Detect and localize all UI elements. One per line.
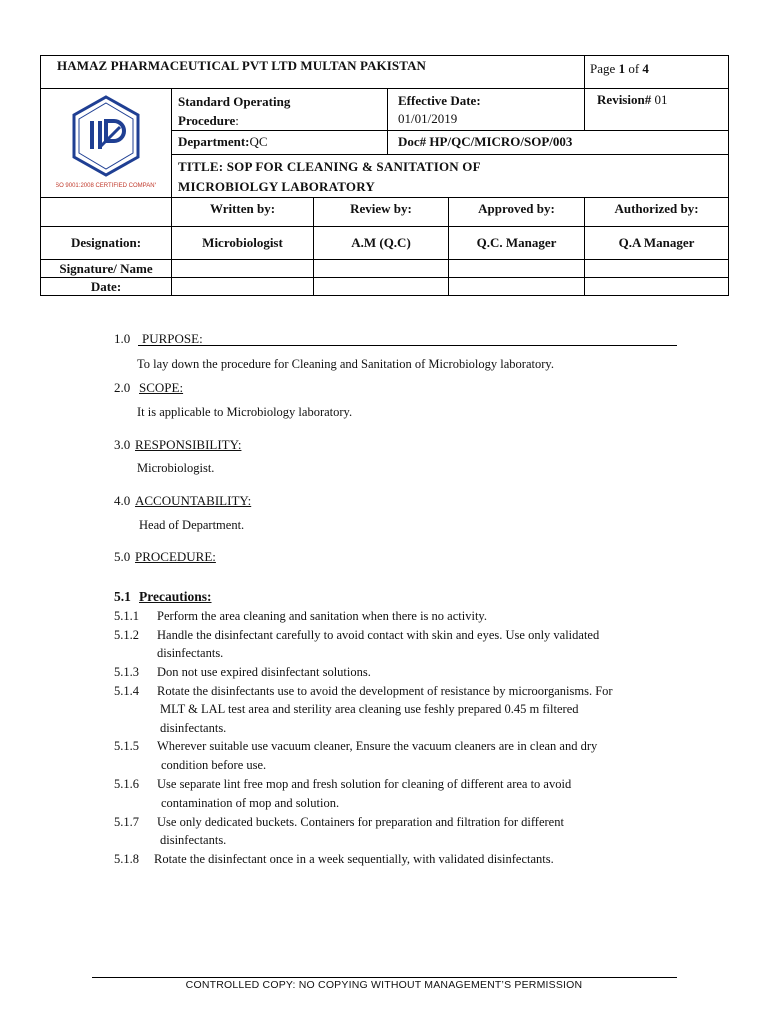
department: Department:QC: [172, 131, 388, 155]
designation-review: A.M (Q.C): [314, 227, 449, 260]
signature-written: [172, 260, 314, 278]
item-text: MLT & LAL test area and sterility area cleaning use feshly prepared 0.45 m filtered: [160, 702, 579, 716]
item-text: contamination of mop and solution.: [161, 796, 340, 810]
item-text: Rotate the disinfectant once in a week sequentially, with validated disinfectants.: [154, 852, 554, 866]
designation-written: Microbiologist: [172, 227, 314, 260]
accountability-text: Head of Department.: [139, 518, 245, 532]
blank-cell: [41, 198, 172, 227]
item-number: 5.1.8: [114, 852, 139, 866]
sop-title: TITLE: SOP FOR CLEANING & SANITATION OF MICROBIOLGY LABORATORY: [172, 155, 729, 198]
item-text: disinfectants.: [157, 646, 224, 660]
date-review: [314, 278, 449, 296]
signature-authorized: [585, 260, 729, 278]
hexagon-logo-icon: [56, 91, 156, 191]
item-text: Wherever suitable use vacuum cleaner, Ensure the vacuum cleaners are in clean and dry: [157, 739, 598, 753]
sop-label: Standard Operating Procedure:: [172, 89, 388, 131]
sop-header-table: [40, 55, 729, 296]
item-number: 5.1.4: [114, 684, 139, 698]
procedure-heading: PROCEDURE:: [135, 549, 216, 564]
scope-heading: SCOPE:: [139, 380, 184, 395]
signature-label: Signature/ Name: [41, 260, 172, 278]
company-name: HAMAZ PHARMACEUTICAL PVT LTD MULTAN PAKISTAN: [41, 56, 585, 89]
item-text: disinfectants.: [160, 833, 227, 847]
item-text: Use separate lint free mop and fresh solution for cleaning of different area to avoid: [157, 777, 572, 791]
designation-label: Designation:: [41, 227, 172, 260]
approved-by-header: Approved by:: [449, 198, 585, 227]
signature-review: [314, 260, 449, 278]
purpose-heading: PURPOSE:: [142, 331, 203, 346]
purpose-underline: [138, 345, 677, 346]
item-text: Handle the disinfectant carefully to avoid contact with skin and eyes. Use only validated: [157, 628, 600, 642]
revision-number: Revision# 01: [585, 89, 729, 131]
date-written: [172, 278, 314, 296]
procedure-number: 5.0: [114, 549, 131, 564]
effective-date: Effective Date: 01/01/2019: [388, 89, 585, 131]
footer-rule: [92, 977, 677, 978]
footer-notice: CONTROLLED COPY: NO COPYING WITHOUT MANAGEMENT’S PERMISSION: [185, 979, 583, 991]
precautions-number: 5.1: [114, 589, 131, 604]
responsibility-heading: RESPONSIBILITY:: [135, 437, 242, 452]
item-text: disinfectants.: [160, 721, 227, 735]
item-number: 5.1.5: [114, 739, 139, 753]
item-number: 5.1.7: [114, 815, 139, 829]
purpose-text: To lay down the procedure for Cleaning and Sanitation of Microbiology laboratory.: [137, 357, 554, 371]
purpose-number: 1.0: [114, 331, 131, 346]
date-approved: [449, 278, 585, 296]
accountability-number: 4.0: [114, 493, 131, 508]
scope-number: 2.0: [114, 380, 131, 395]
item-text: Rotate the disinfectants use to avoid the development of resistance by microorganisms. For: [157, 684, 613, 698]
review-by-header: Review by:: [314, 198, 449, 227]
item-text: condition before use.: [161, 758, 267, 772]
scope-text: It is applicable to Microbiology laboratory.: [137, 405, 353, 419]
designation-authorized: Q.A Manager: [585, 227, 729, 260]
item-text: Use only dedicated buckets. Containers for preparation and filtration for different: [157, 815, 564, 829]
page-number: Page 1 of 4: [585, 56, 729, 89]
responsibility-text: Microbiologist.: [137, 461, 215, 475]
document-number: Doc# HP/QC/MICRO/SOP/003: [388, 131, 729, 155]
accountability-heading: ACCOUNTABILITY:: [135, 493, 252, 508]
company-logo: [41, 89, 172, 198]
item-number: 5.1.2: [114, 628, 139, 642]
precautions-heading: Precautions:: [139, 589, 212, 604]
signature-approved: [449, 260, 585, 278]
item-number: 5.1.1: [114, 609, 139, 623]
date-authorized: [585, 278, 729, 296]
responsibility-number: 3.0: [114, 437, 131, 452]
item-text: Don not use expired disinfectant solutions.: [157, 665, 371, 679]
authorized-by-header: Authorized by:: [585, 198, 729, 227]
written-by-header: Written by:: [172, 198, 314, 227]
item-number: 5.1.3: [114, 665, 139, 679]
date-label: Date:: [41, 278, 172, 296]
designation-approved: Q.C. Manager: [449, 227, 585, 260]
item-number: 5.1.6: [114, 777, 139, 791]
svg-text:ISO 9001:2008 CERTIFIED COMPAN: ISO 9001:2008 CERTIFIED COMPANY: [56, 183, 156, 189]
item-text: Perform the area cleaning and sanitation when there is no activity.: [157, 609, 487, 623]
